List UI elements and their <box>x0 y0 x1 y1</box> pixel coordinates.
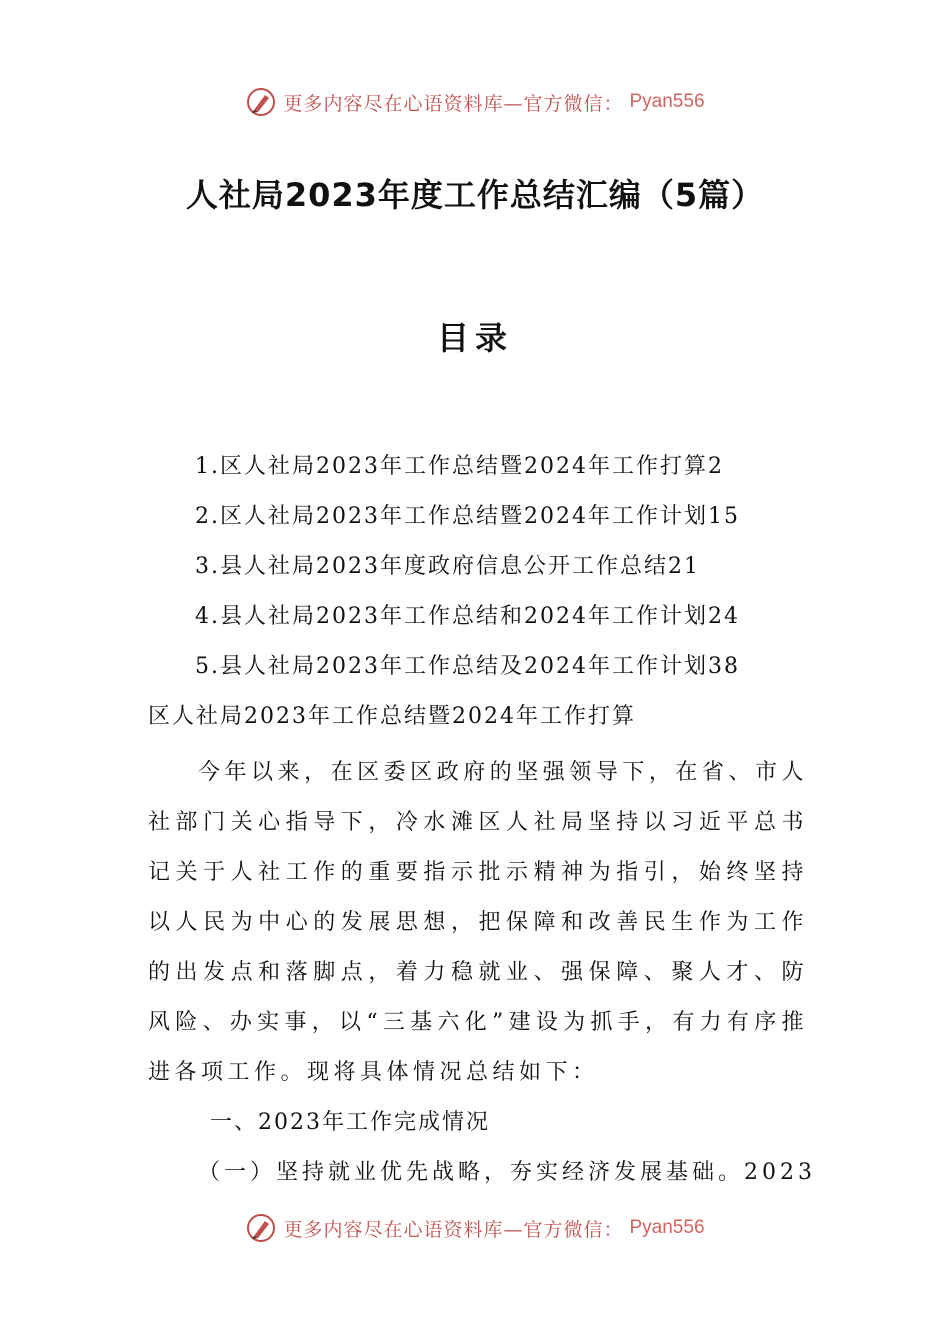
article-body <box>148 698 816 1198</box>
pen-logo-icon <box>245 86 277 118</box>
document-title: 人社局2023年度工作总结汇编（5篇） <box>185 176 765 214</box>
toc-heading: 目录 <box>436 319 513 357</box>
watermark-text: 更多内容尽在心语资料库—官方微信： <box>283 92 624 115</box>
toc-item-1[interactable]: 1.区人社局2023年工作总结暨2024年工作打算2 <box>195 454 724 479</box>
watermark-brand: Pyan556 <box>629 91 705 112</box>
toc-item-5[interactable]: 5.县人社局2023年工作总结及2024年工作计划38 <box>195 654 740 679</box>
watermark-footer <box>0 1212 950 1244</box>
section-heading: 一、2023年工作完成情况 <box>210 1110 490 1135</box>
pen-logo-icon <box>245 1212 277 1244</box>
toc-item-4[interactable]: 4.县人社局2023年工作总结和2024年工作计划24 <box>195 604 740 629</box>
watermark-brand: Pyan556 <box>629 1217 705 1238</box>
article-intro-paragraph: 今年以来，在区委区政府的坚强领导下，在省、市人社部门关心指导下，冷水滩区人社局坚持以习近平总书记关于人社工作的重要指示批示精神为指引，始终坚持以人民为中心的发展思想，把保障和改善民生作为工作的出发点和落脚点，着力稳就业、强保障、聚人才、防风险、办实事，以“三基六化”建设为抓手，有力有序推进各项工作。现将具体情况总结如下： <box>148 760 808 1085</box>
subsection-heading: （一）坚持就业优先战略，夯实经济发展基础。2023 <box>198 1160 816 1185</box>
watermark-text: 更多内容尽在心语资料库—官方微信： <box>283 1218 624 1241</box>
toc-item-2[interactable]: 2.区人社局2023年工作总结暨2024年工作计划15 <box>195 504 740 529</box>
article-title: 区人社局2023年工作总结暨2024年工作打算 <box>148 704 636 729</box>
watermark-header <box>0 86 950 118</box>
toc-list <box>195 448 740 698</box>
toc-item-3[interactable]: 3.县人社局2023年度政府信息公开工作总结21 <box>195 554 700 579</box>
